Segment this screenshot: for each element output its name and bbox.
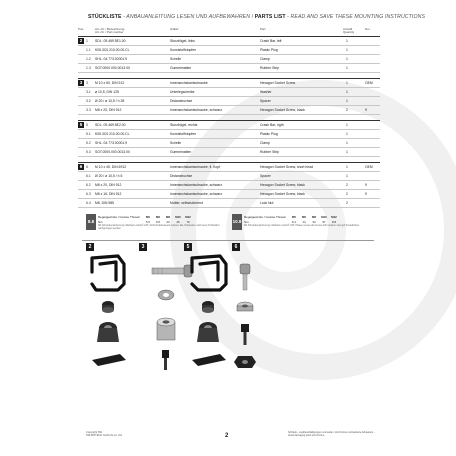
- cell-qty: 1: [346, 90, 348, 94]
- page-number: 2: [225, 433, 229, 439]
- torque-value-cell: 8,1: [292, 220, 296, 224]
- header-qty-en: Quantity: [343, 30, 355, 34]
- cell-de: Mutter, selbstsichernd: [170, 201, 203, 205]
- table-row: [78, 46, 380, 55]
- cell-art: SDL. 09.469.5E2.00: [95, 123, 126, 127]
- cell-qty: 1: [346, 48, 348, 52]
- header-qty-de: Anzahl: [343, 27, 353, 31]
- cell-art: SGT.0000.000.0013.00: [95, 66, 130, 70]
- table-row: [78, 64, 380, 73]
- cell-qty: 2: [346, 192, 348, 196]
- cell-en: Spacer: [260, 174, 271, 178]
- table-row: [78, 36, 380, 46]
- table-row: [78, 106, 380, 115]
- cell-pos: 3: [86, 81, 88, 85]
- cell-en: Clamp: [260, 57, 270, 61]
- washer-icon: [158, 290, 174, 300]
- plug-icon: [102, 301, 114, 313]
- cell-qty: 1: [346, 39, 348, 43]
- torque-header-cell: M10: [175, 215, 181, 219]
- cell-art: M6, DIN 985: [95, 201, 115, 205]
- step-badge-3: 3: [139, 243, 147, 251]
- group-badge: 5: [79, 122, 83, 127]
- header-art-de: Art.-Nr. / Bezeichnung: [95, 27, 125, 31]
- grade-badge: 10.9: [232, 214, 242, 230]
- cell-de: Sturzbügel, links: [170, 39, 195, 43]
- cell-en: Spacer: [260, 99, 271, 103]
- cell-de: Kunststoffstopfen: [170, 132, 197, 136]
- torque-value-cell: 9,5: [156, 220, 160, 224]
- cell-en: Hexagon Socket Screw, black: [260, 183, 305, 187]
- cell-art: K05.3C0.210.00.00.CL: [95, 132, 130, 136]
- torque-header-cell: M8: [312, 215, 316, 219]
- cell-pos: 6.1: [86, 174, 91, 178]
- cell-art: SHL. 04.773.00001.9: [95, 57, 128, 61]
- table-row: [78, 88, 380, 97]
- cell-pos: 3.3: [86, 108, 91, 112]
- table-row: [78, 172, 380, 181]
- cell-qty: 1: [346, 81, 348, 85]
- header-art-en: Art.-Nr. / Part number: [95, 30, 124, 34]
- table-row: [78, 130, 380, 139]
- cell-de: Schelle: [170, 57, 182, 61]
- cell-art: K05.3C0.210.00.00.CL: [95, 48, 130, 52]
- header-col-en: Part: [260, 27, 266, 31]
- black-screw-icon: [162, 350, 169, 370]
- torque-value-cell: 67: [322, 220, 326, 224]
- group-badge: 2: [79, 38, 83, 43]
- spacer-small-icon: [237, 302, 253, 311]
- torque-value-cell: 14: [302, 220, 306, 224]
- cell-qty: 1: [346, 150, 348, 154]
- torque-header-cell: M6: [302, 215, 306, 219]
- cell-en: Hexagon Socket Screw, short head: [260, 165, 313, 169]
- cell-art: Ø 20 / ø 10,5 / h 6: [95, 174, 123, 178]
- table-row: [78, 162, 380, 172]
- cell-en: Plastic Plug: [260, 48, 278, 52]
- cell-en: Crash Bar, left: [260, 39, 282, 43]
- cell-de: Sturzbügel, rechts: [170, 123, 198, 127]
- cell-en: Hexagon Socket Screw, black: [260, 108, 305, 112]
- rubber-strip-icon-right: [192, 354, 226, 366]
- cell-pos: 6.3: [86, 192, 91, 196]
- cell-qty: 1: [346, 141, 348, 145]
- table-row: [78, 139, 380, 148]
- lock-nut-icon: [234, 356, 256, 368]
- cell-de: Gummimatten: [170, 150, 192, 154]
- rubber-strip-icon: [92, 354, 126, 366]
- cell-art: SHL. 04.773.00001.9: [95, 141, 128, 145]
- torque-header-cell: M12: [185, 215, 191, 219]
- table-row: [78, 199, 380, 208]
- cell-art: M6 x 20, DIN 912: [95, 183, 122, 187]
- cell-pos: 5: [86, 123, 88, 127]
- cell-de: Distanzbuchse: [170, 99, 193, 103]
- cell-en: Lock Nut: [260, 201, 274, 205]
- header-pos: Pos.: [78, 27, 85, 31]
- cell-de: Kunststoffstopfen: [170, 48, 197, 52]
- cell-de: Innensechskantschraube, schwarz: [170, 108, 223, 112]
- cell-de: Schelle: [170, 141, 182, 145]
- table-row: [78, 55, 380, 64]
- cell-qty: 2: [346, 108, 348, 112]
- cell-en: Rubber Strip: [260, 150, 280, 154]
- table-row: [78, 181, 380, 190]
- cell-art: SGT.0000.000.0013.00: [95, 150, 130, 154]
- cell-pos: 5.2: [86, 141, 91, 145]
- nm-label: Nm: [244, 220, 249, 224]
- cell-en: Washer: [260, 90, 272, 94]
- torque-value-cell: 23: [166, 220, 170, 224]
- clamp-icon-right: [197, 322, 219, 342]
- cell-de: Innensechskantschraube: [170, 81, 208, 85]
- table-row: [78, 190, 380, 199]
- cell-pos: 3.2: [86, 99, 91, 103]
- cell-art: M6 x 16, DIN 912: [95, 192, 122, 196]
- cell-art: M 10 x 60, DIN 912: [95, 81, 125, 85]
- torque-value-cell: 79: [186, 220, 190, 224]
- torque-header-cell: M12: [331, 215, 337, 219]
- cell-qty: 1: [346, 57, 348, 61]
- cell-art: M 10 x 45, DIN 6912: [95, 165, 127, 169]
- grade-badge: 8.8: [86, 214, 96, 230]
- cell-qty: 2: [346, 183, 348, 187]
- torque-note: Mit Schraubensicherung mittelfest Loctite® 243. Sicherheitsbewusst müssen alle Schrauben nach einer Probefahrt nachgezogen werden.: [98, 224, 220, 230]
- table-row: [78, 148, 380, 157]
- step-badge-6: 6: [232, 243, 240, 251]
- torque-header-cell: M5: [292, 215, 296, 219]
- header-nm: Nm: [365, 27, 370, 31]
- crash-bar-right-icon: [192, 256, 226, 290]
- spacer-icon: [157, 318, 175, 340]
- parts-table: [78, 36, 380, 213]
- cell-de: Distanzbuchse: [170, 174, 193, 178]
- cell-pos: 3.1: [86, 90, 91, 94]
- torque-header-cell: M8: [166, 215, 170, 219]
- nm-label: Nm: [98, 220, 103, 224]
- cell-pos: 6: [86, 165, 88, 169]
- cell-nm: OEM: [365, 81, 373, 85]
- cell-qty: 1: [346, 174, 348, 178]
- torque-header-cell: M10: [321, 215, 327, 219]
- short-head-screw-icon: [240, 264, 250, 290]
- cell-nm: OEM: [365, 165, 373, 169]
- cell-art: Ø 20 / ø 10,5 / h 28: [95, 99, 125, 103]
- cell-pos: 5.1: [86, 132, 91, 136]
- cell-en: Crash Bar, right: [260, 123, 284, 127]
- header-col-de: Artikel: [170, 27, 179, 31]
- table-header: [78, 27, 380, 36]
- cell-qty: 2: [346, 201, 348, 205]
- group-badge: 3: [79, 80, 83, 85]
- cell-pos: 1.3: [86, 66, 91, 70]
- cell-nm: 9: [365, 183, 367, 187]
- torque-table-10-9: [232, 214, 368, 230]
- cell-qty: 1: [346, 165, 348, 169]
- plug-icon-right: [202, 301, 214, 313]
- thread-label: Regelgewinde / Coarse Thread: [244, 215, 286, 219]
- table-row: [78, 78, 380, 88]
- cell-en: Hexagon Socket Screw: [260, 81, 296, 85]
- cell-de: Innensechskantschraube, schwarz: [170, 183, 223, 187]
- cell-qty: 1: [346, 123, 348, 127]
- cell-nm: 9: [365, 192, 367, 196]
- group-badge: 6: [79, 164, 83, 169]
- cell-en: Hexagon Socket Screw, black: [260, 192, 305, 196]
- torque-header-cell: M5: [146, 215, 150, 219]
- cell-pos: 5.3: [86, 150, 91, 154]
- table-row: [78, 97, 380, 106]
- torque-table-8-8: [86, 214, 222, 230]
- torque-note: Mit Schraubensicherung mittelfest Loctite® 243. Please secure all screws with medium strength threadlocker.: [244, 224, 360, 227]
- step-badge-2: 2: [86, 243, 94, 251]
- cell-art: SDL. 09.469.5E1.00: [95, 39, 126, 43]
- cell-de: Gummimatten: [170, 66, 192, 70]
- cell-qty: 1: [346, 99, 348, 103]
- torque-value-cell: 115: [331, 220, 337, 224]
- cell-qty: 1: [346, 66, 348, 70]
- section-divider: [82, 240, 374, 241]
- long-screw-icon: [152, 265, 192, 277]
- table-row: [78, 120, 380, 130]
- cell-pos: 1.2: [86, 57, 91, 61]
- step-badge-5: 5: [184, 243, 192, 251]
- cell-de: Innensechskantschraube, schwarz: [170, 192, 223, 196]
- cell-en: Rubber Strip: [260, 66, 280, 70]
- cell-pos: 1: [86, 39, 88, 43]
- cell-pos: 6.2: [86, 183, 91, 187]
- crash-bar-left-icon: [92, 256, 124, 290]
- black-screw-icon-step6: [241, 324, 249, 345]
- cell-de: Unterlegscheibe: [170, 90, 195, 94]
- clamp-icon: [97, 322, 119, 342]
- cell-pos: 6.4: [86, 201, 91, 205]
- page-title: STÜCKLISTE - ANBAUANLEITUNG LESEN UND AUFBEWAHREN / PARTS LIST - READ AND SAVE THESE MOUNTING INSTRUCTIONS: [88, 14, 426, 20]
- torque-header-cell: M6: [156, 215, 160, 219]
- torque-value-cell: 46: [176, 220, 180, 224]
- torque-value-cell: 5,5: [146, 220, 150, 224]
- thread-label: Regelgewinde / Coarse Thread: [98, 215, 140, 219]
- cell-art: M6 x 20, DIN 912: [95, 108, 122, 112]
- footer-left: Copyright SW SW-MOTECH GmbH & Co. KG: [86, 431, 123, 437]
- cell-qty: 1: [346, 132, 348, 136]
- parts-illustration: [80, 250, 380, 428]
- torque-value-cell: 34: [312, 220, 316, 224]
- footer-right: Schräub-, Lackbeschädigungen vermeiden. Verchromte und lackierte Anbauteile ... Avoid damaging paint and chrome.: [288, 431, 376, 437]
- cell-de: Innensechskantschraube, fl. Kopf: [170, 165, 221, 169]
- cell-pos: 1.1: [86, 48, 91, 52]
- cell-en: Clamp: [260, 141, 270, 145]
- cell-nm: 9: [365, 108, 367, 112]
- cell-en: Plastic Plug: [260, 132, 278, 136]
- cell-art: ø 10,5, DIN 125: [95, 90, 119, 94]
